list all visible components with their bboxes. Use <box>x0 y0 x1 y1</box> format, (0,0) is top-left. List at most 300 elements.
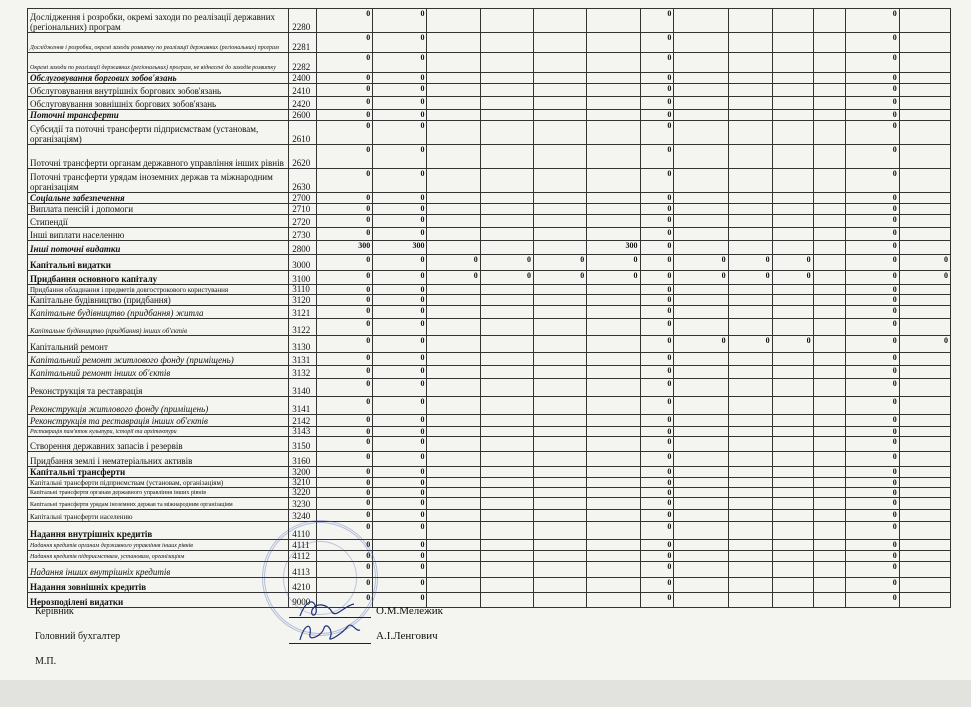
value-cell <box>534 9 587 33</box>
value-cell <box>587 488 640 498</box>
value-cell: 0 <box>846 498 899 510</box>
value-cell: 0 <box>846 271 899 285</box>
value-cell: 0 <box>640 467 674 478</box>
value-cell: 0 <box>373 319 427 336</box>
value-cell <box>587 306 640 319</box>
value-cell <box>772 397 813 415</box>
table-row <box>28 271 951 285</box>
value-cell <box>813 306 846 319</box>
value-cell <box>587 397 640 415</box>
value-cell <box>534 145 587 169</box>
value-cell <box>772 551 813 562</box>
row-name: Поточні трансферти <box>28 110 289 121</box>
value-cell <box>674 353 728 366</box>
value-cell: 0 <box>316 9 372 33</box>
row-name: Капітальне будівництво (придбання) інших об'єктів <box>28 319 289 336</box>
value-cell: 0 <box>846 33 899 53</box>
value-cell: 0 <box>316 336 372 353</box>
value-cell: 0 <box>373 578 427 593</box>
value-cell <box>534 510 587 522</box>
value-cell: 0 <box>640 145 674 169</box>
value-cell <box>899 204 950 215</box>
value-cell <box>772 295 813 306</box>
row-code: 3141 <box>289 397 317 415</box>
row-name: Капітальний ремонт інших об'єктів <box>28 366 289 379</box>
value-cell <box>587 353 640 366</box>
value-cell <box>772 110 813 121</box>
value-cell: 0 <box>640 215 674 228</box>
value-cell <box>772 53 813 73</box>
value-cell <box>674 578 728 593</box>
value-cell <box>480 145 533 169</box>
value-cell <box>772 204 813 215</box>
value-cell: 0 <box>846 379 899 397</box>
value-cell: 0 <box>427 255 480 271</box>
value-cell <box>427 306 480 319</box>
value-cell <box>813 228 846 241</box>
value-cell <box>534 306 587 319</box>
value-cell <box>899 562 950 578</box>
value-cell <box>813 169 846 193</box>
value-cell <box>480 366 533 379</box>
value-cell <box>899 551 950 562</box>
row-code: 3220 <box>289 488 317 498</box>
value-cell <box>899 366 950 379</box>
table-row <box>28 353 951 366</box>
value-cell <box>772 578 813 593</box>
value-cell <box>534 522 587 540</box>
value-cell: 0 <box>640 193 674 204</box>
value-cell: 0 <box>728 336 772 353</box>
value-cell <box>899 593 950 608</box>
value-cell <box>534 437 587 452</box>
value-cell: 0 <box>674 271 728 285</box>
value-cell: 0 <box>373 593 427 608</box>
table-row <box>28 255 951 271</box>
value-cell <box>534 578 587 593</box>
row-code: 2420 <box>289 97 317 110</box>
value-cell <box>427 366 480 379</box>
value-cell <box>534 121 587 145</box>
value-cell <box>534 415 587 427</box>
value-cell: 0 <box>373 9 427 33</box>
value-cell: 0 <box>373 285 427 295</box>
value-cell <box>813 397 846 415</box>
value-cell <box>772 427 813 437</box>
value-cell: 0 <box>640 73 674 84</box>
value-cell: 0 <box>640 271 674 285</box>
value-cell <box>480 241 533 255</box>
value-cell <box>728 285 772 295</box>
row-name: Обслуговування внутрішніх боргових зобов'язань <box>28 84 289 97</box>
value-cell <box>813 478 846 488</box>
value-cell <box>728 562 772 578</box>
table-row <box>28 193 951 204</box>
value-cell: 0 <box>480 271 533 285</box>
value-cell <box>587 522 640 540</box>
row-code: 3122 <box>289 319 317 336</box>
value-cell <box>534 540 587 551</box>
value-cell <box>587 562 640 578</box>
value-cell <box>587 593 640 608</box>
value-cell <box>728 97 772 110</box>
accountant-label: Головний бухгалтер <box>35 631 121 642</box>
value-cell <box>813 285 846 295</box>
value-cell: 0 <box>846 540 899 551</box>
row-code: 2710 <box>289 204 317 215</box>
value-cell: 0 <box>316 397 372 415</box>
value-cell: 0 <box>316 522 372 540</box>
value-cell <box>813 540 846 551</box>
value-cell <box>772 437 813 452</box>
value-cell <box>480 467 533 478</box>
value-cell <box>427 467 480 478</box>
value-cell <box>728 215 772 228</box>
value-cell: 0 <box>316 437 372 452</box>
value-cell <box>534 53 587 73</box>
value-cell: 0 <box>316 498 372 510</box>
table-row <box>28 53 951 73</box>
row-name: Окремі заходи по реалізації державних (регіональних) програм, не віднесені до заходів розвитку <box>28 53 289 73</box>
value-cell: 0 <box>316 255 372 271</box>
value-cell <box>813 193 846 204</box>
table-row <box>28 306 951 319</box>
value-cell <box>772 193 813 204</box>
value-cell <box>427 427 480 437</box>
value-cell: 0 <box>373 498 427 510</box>
value-cell <box>427 241 480 255</box>
value-cell: 0 <box>846 478 899 488</box>
value-cell <box>674 121 728 145</box>
value-cell <box>427 397 480 415</box>
row-name: Надання кредитів підприємствам, установам, організаціям <box>28 551 289 562</box>
row-code: 2280 <box>289 9 317 33</box>
value-cell <box>587 437 640 452</box>
table-row <box>28 295 951 306</box>
value-cell <box>534 478 587 488</box>
value-cell <box>674 295 728 306</box>
value-cell <box>587 379 640 397</box>
value-cell <box>728 578 772 593</box>
value-cell <box>813 121 846 145</box>
value-cell <box>427 84 480 97</box>
value-cell <box>674 84 728 97</box>
row-name: Придбання основного капіталу <box>28 271 289 285</box>
value-cell <box>899 53 950 73</box>
value-cell: 0 <box>316 73 372 84</box>
table-row <box>28 33 951 53</box>
value-cell <box>427 33 480 53</box>
value-cell <box>587 285 640 295</box>
value-cell <box>480 540 533 551</box>
value-cell <box>813 467 846 478</box>
value-cell <box>427 204 480 215</box>
value-cell: 0 <box>846 415 899 427</box>
value-cell <box>427 488 480 498</box>
row-name: Нерозподілені видатки <box>28 593 289 608</box>
value-cell: 0 <box>480 255 533 271</box>
value-cell: 0 <box>316 271 372 285</box>
table-row <box>28 169 951 193</box>
value-cell: 0 <box>640 336 674 353</box>
value-cell <box>480 397 533 415</box>
value-cell <box>427 437 480 452</box>
value-cell <box>534 498 587 510</box>
value-cell <box>587 193 640 204</box>
value-cell <box>899 510 950 522</box>
value-cell <box>813 488 846 498</box>
row-name: Створення державних запасів і резервів <box>28 437 289 452</box>
table-row <box>28 488 951 498</box>
value-cell <box>587 578 640 593</box>
value-cell <box>534 562 587 578</box>
row-name: Надання кредитів органам державного управління інших рівнів <box>28 540 289 551</box>
value-cell <box>772 228 813 241</box>
value-cell: 0 <box>373 452 427 467</box>
value-cell <box>534 427 587 437</box>
value-cell <box>480 169 533 193</box>
value-cell: 0 <box>316 33 372 53</box>
table-row <box>28 498 951 510</box>
value-cell <box>813 295 846 306</box>
value-cell <box>674 593 728 608</box>
value-cell <box>899 397 950 415</box>
value-cell: 0 <box>640 578 674 593</box>
value-cell <box>480 215 533 228</box>
value-cell: 0 <box>373 193 427 204</box>
value-cell <box>427 498 480 510</box>
head-name: О.М.Мележик <box>376 605 443 617</box>
value-cell <box>899 73 950 84</box>
value-cell: 0 <box>373 121 427 145</box>
value-cell <box>427 478 480 488</box>
value-cell <box>728 478 772 488</box>
value-cell <box>480 336 533 353</box>
value-cell <box>813 110 846 121</box>
row-code: 2400 <box>289 73 317 84</box>
value-cell <box>899 578 950 593</box>
value-cell: 0 <box>640 121 674 145</box>
value-cell: 0 <box>316 510 372 522</box>
value-cell <box>427 578 480 593</box>
value-cell <box>813 73 846 84</box>
value-cell: 0 <box>373 379 427 397</box>
value-cell: 0 <box>772 271 813 285</box>
table-row <box>28 241 951 255</box>
value-cell: 0 <box>316 415 372 427</box>
value-cell: 0 <box>373 336 427 353</box>
value-cell: 300 <box>316 241 372 255</box>
value-cell <box>772 84 813 97</box>
value-cell <box>534 336 587 353</box>
value-cell <box>772 319 813 336</box>
value-cell <box>587 366 640 379</box>
value-cell <box>899 452 950 467</box>
value-cell: 0 <box>640 593 674 608</box>
value-cell <box>899 415 950 427</box>
value-cell: 0 <box>846 53 899 73</box>
row-name: Капітальні трансферти населенню <box>28 510 289 522</box>
value-cell <box>674 319 728 336</box>
value-cell <box>813 437 846 452</box>
value-cell <box>587 121 640 145</box>
value-cell <box>899 9 950 33</box>
value-cell <box>772 121 813 145</box>
table-row <box>28 467 951 478</box>
value-cell: 0 <box>640 97 674 110</box>
row-name: Обслуговування боргових зобов'язань <box>28 73 289 84</box>
value-cell <box>813 366 846 379</box>
value-cell <box>772 522 813 540</box>
report-sheet <box>27 8 951 608</box>
value-cell <box>728 488 772 498</box>
value-cell <box>534 204 587 215</box>
value-cell <box>587 510 640 522</box>
value-cell <box>480 562 533 578</box>
value-cell <box>480 121 533 145</box>
value-cell: 0 <box>640 397 674 415</box>
value-cell: 0 <box>316 215 372 228</box>
value-cell: 0 <box>846 593 899 608</box>
value-cell <box>772 488 813 498</box>
value-cell <box>899 540 950 551</box>
table-row <box>28 204 951 215</box>
value-cell <box>728 169 772 193</box>
value-cell <box>813 255 846 271</box>
row-name: Капітальні трансферти органам державного управління інших рівнів <box>28 488 289 498</box>
value-cell: 0 <box>640 295 674 306</box>
value-cell <box>427 169 480 193</box>
value-cell <box>480 437 533 452</box>
value-cell <box>674 366 728 379</box>
value-cell: 0 <box>316 379 372 397</box>
value-cell <box>587 204 640 215</box>
value-cell: 0 <box>846 551 899 562</box>
value-cell: 0 <box>899 336 950 353</box>
value-cell <box>899 319 950 336</box>
value-cell: 0 <box>373 145 427 169</box>
value-cell <box>899 295 950 306</box>
value-cell <box>728 241 772 255</box>
table-row <box>28 366 951 379</box>
value-cell <box>674 97 728 110</box>
value-cell: 0 <box>316 467 372 478</box>
value-cell <box>772 97 813 110</box>
value-cell <box>480 319 533 336</box>
value-cell: 0 <box>316 84 372 97</box>
value-cell <box>427 145 480 169</box>
table-row <box>28 452 951 467</box>
value-cell <box>480 427 533 437</box>
value-cell: 0 <box>373 33 427 53</box>
value-cell <box>772 415 813 427</box>
row-code: 3200 <box>289 467 317 478</box>
value-cell <box>674 452 728 467</box>
value-cell <box>813 578 846 593</box>
value-cell <box>534 593 587 608</box>
row-name: Надання внутрішніх кредитів <box>28 522 289 540</box>
value-cell <box>427 415 480 427</box>
value-cell <box>899 215 950 228</box>
value-cell <box>674 379 728 397</box>
value-cell: 0 <box>846 73 899 84</box>
value-cell: 0 <box>427 271 480 285</box>
value-cell: 0 <box>846 215 899 228</box>
value-cell <box>728 415 772 427</box>
value-cell: 0 <box>373 562 427 578</box>
value-cell <box>728 540 772 551</box>
row-code: 9000 <box>289 593 317 608</box>
table-row <box>28 510 951 522</box>
value-cell <box>772 562 813 578</box>
value-cell <box>480 578 533 593</box>
value-cell <box>534 379 587 397</box>
row-code: 4110 <box>289 522 317 540</box>
value-cell <box>480 498 533 510</box>
table-row <box>28 478 951 488</box>
row-code: 3230 <box>289 498 317 510</box>
value-cell: 0 <box>772 255 813 271</box>
row-code: 3132 <box>289 366 317 379</box>
value-cell: 0 <box>640 540 674 551</box>
table-row <box>28 379 951 397</box>
row-name: Надання зовнішніх кредитів <box>28 578 289 593</box>
value-cell <box>674 53 728 73</box>
value-cell: 0 <box>373 215 427 228</box>
value-cell <box>728 145 772 169</box>
value-cell <box>772 285 813 295</box>
value-cell <box>899 145 950 169</box>
value-cell: 0 <box>640 562 674 578</box>
value-cell <box>674 241 728 255</box>
value-cell <box>587 215 640 228</box>
value-cell: 0 <box>316 540 372 551</box>
value-cell: 0 <box>846 437 899 452</box>
value-cell <box>899 353 950 366</box>
table-row <box>28 415 951 427</box>
row-code: 2142 <box>289 415 317 427</box>
value-cell: 0 <box>316 593 372 608</box>
row-code: 3000 <box>289 255 317 271</box>
value-cell: 0 <box>316 110 372 121</box>
value-cell: 0 <box>640 169 674 193</box>
value-cell: 0 <box>846 295 899 306</box>
table-row <box>28 97 951 110</box>
value-cell <box>587 452 640 467</box>
row-code: 3131 <box>289 353 317 366</box>
value-cell <box>587 73 640 84</box>
value-cell <box>534 228 587 241</box>
value-cell <box>534 193 587 204</box>
value-cell: 0 <box>846 488 899 498</box>
value-cell: 0 <box>640 53 674 73</box>
row-name: Капітальні трансферти урядам іноземних держав та міжнародним організаціям <box>28 498 289 510</box>
value-cell <box>534 33 587 53</box>
value-cell: 0 <box>373 169 427 193</box>
table-row <box>28 540 951 551</box>
value-cell: 0 <box>373 353 427 366</box>
value-cell <box>813 271 846 285</box>
value-cell <box>534 467 587 478</box>
table-row <box>28 562 951 578</box>
row-code: 3210 <box>289 478 317 488</box>
value-cell <box>813 33 846 53</box>
value-cell: 0 <box>640 437 674 452</box>
value-cell <box>587 33 640 53</box>
value-cell: 0 <box>728 255 772 271</box>
value-cell <box>480 379 533 397</box>
value-cell: 0 <box>587 271 640 285</box>
